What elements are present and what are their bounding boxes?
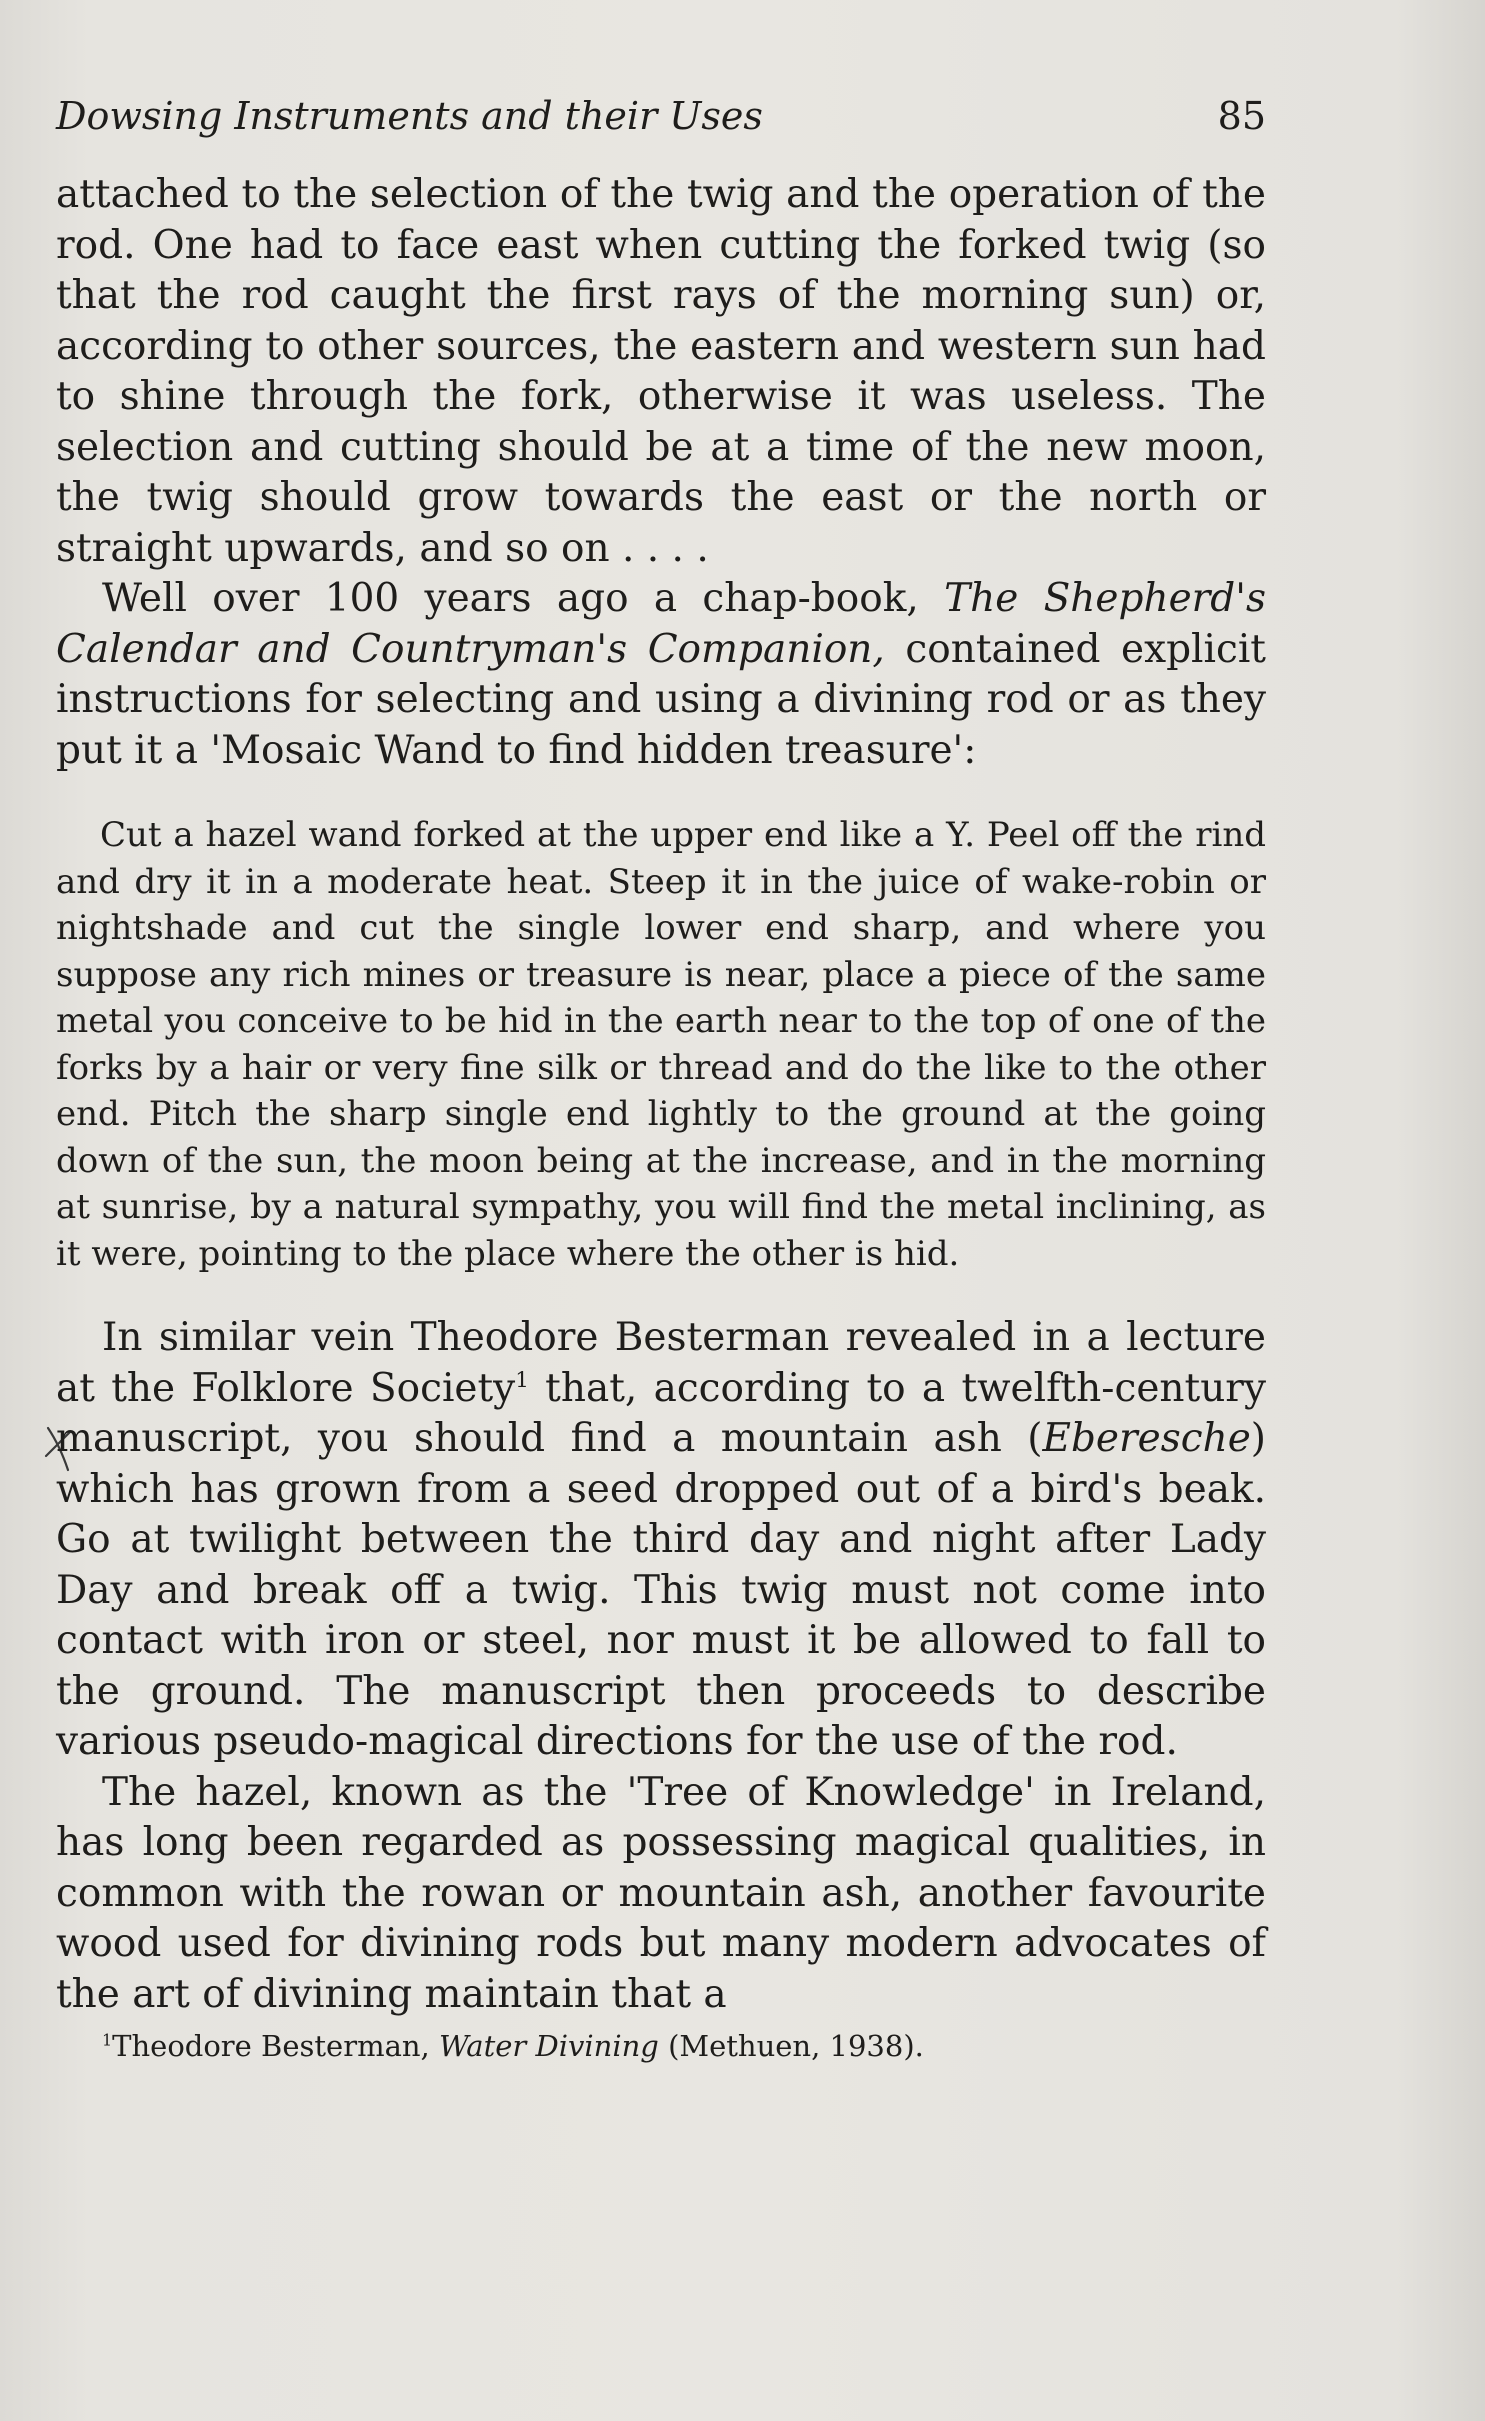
paragraph-4: The hazel, known as the 'Tree of Knowledge' in Ireland, has long been regarded as possessing magical qualities, in common with the rowan or mountain ash, another favourite wood used for divining rods but many modern advocates of the art of divining maintain that a bbox=[56, 1769, 1266, 2017]
running-head bbox=[56, 86, 1266, 146]
footnote-book-title: Water Divining bbox=[439, 2029, 659, 2063]
paragraph-3 bbox=[56, 1313, 1266, 1768]
paragraph-1: attached to the selection of the twig and the operation of the rod. One had to face east when cutting the forked twig (so that the rod caught the first rays of the morning sun) or, according to other sources, the eastern and western sun had to shine through the fork, otherwise it was useless. The selection and cutting should be at a time of the new moon, the twig should grow towards the east or the north or straight upwards, and so on . . . . bbox=[56, 172, 1266, 571]
paragraph-3-text-start: In similar vein Theodore Besterman revealed in a lecture at the Folklore Society bbox=[56, 1315, 1266, 1411]
body-text bbox=[56, 170, 1266, 2066]
chapbook-title: The Shepherd's Calendar and Countryman's Companion, bbox=[56, 576, 1267, 672]
footnote-text-start: Theodore Besterman, bbox=[112, 2029, 439, 2063]
page-number: 85 bbox=[1217, 94, 1266, 138]
paragraph-2-text-end: contained explicit instructions for selecting and using a divining rod or as they put it a 'Mosaic Wand to find hidden treasure': bbox=[56, 626, 1266, 773]
footnote bbox=[56, 2026, 1266, 2066]
running-head-title: Dowsing Instruments and their Uses bbox=[56, 94, 763, 138]
footnote-text-end: (Methuen, 1938). bbox=[658, 2029, 924, 2063]
paragraph-3-text-middle: that, according to a twelfth-century manuscript, you should find a mountain ash ( bbox=[56, 1365, 1266, 1461]
footnote-reference: 1 bbox=[515, 1367, 529, 1393]
paragraph-3-text-end: ) which has grown from a seed dropped out of a bird's beak. Go at twilight between the third day and night after Lady Day and break off a twig. This twig must not come into contact with iron or steel, nor must it be allowed to fall to the ground. The manuscript then proceeds to describe various pseudo-magical directions for the use of the rod. bbox=[56, 1416, 1266, 1764]
paragraph-2 bbox=[56, 574, 1266, 776]
german-term: Eberesche bbox=[1042, 1416, 1251, 1461]
paragraph-2-text-start: Well over 100 years ago a chap-book, bbox=[102, 576, 945, 621]
footnote-marker: 1 bbox=[102, 2030, 113, 2050]
block-quote: Cut a hazel wand forked at the upper end like a Y. Peel off the rind and dry it in a moderate heat. Steep it in the juice of wake-robin or nightshade and cut the single lower end sharp, and where you suppose any rich mines or treasure is near, place a piece of the same metal you conceive to be hid in the earth near to the top of one of the forks by a hair or very fine silk or thread and do the like to the other end. Pitch the sharp single end lightly to the ground at the going down of the sun, the moon being at the increase, and in the morning at sunrise, by a natural sympathy, you will find the metal inclining, as it were, pointing to the place where the other is hid. bbox=[56, 815, 1266, 1274]
